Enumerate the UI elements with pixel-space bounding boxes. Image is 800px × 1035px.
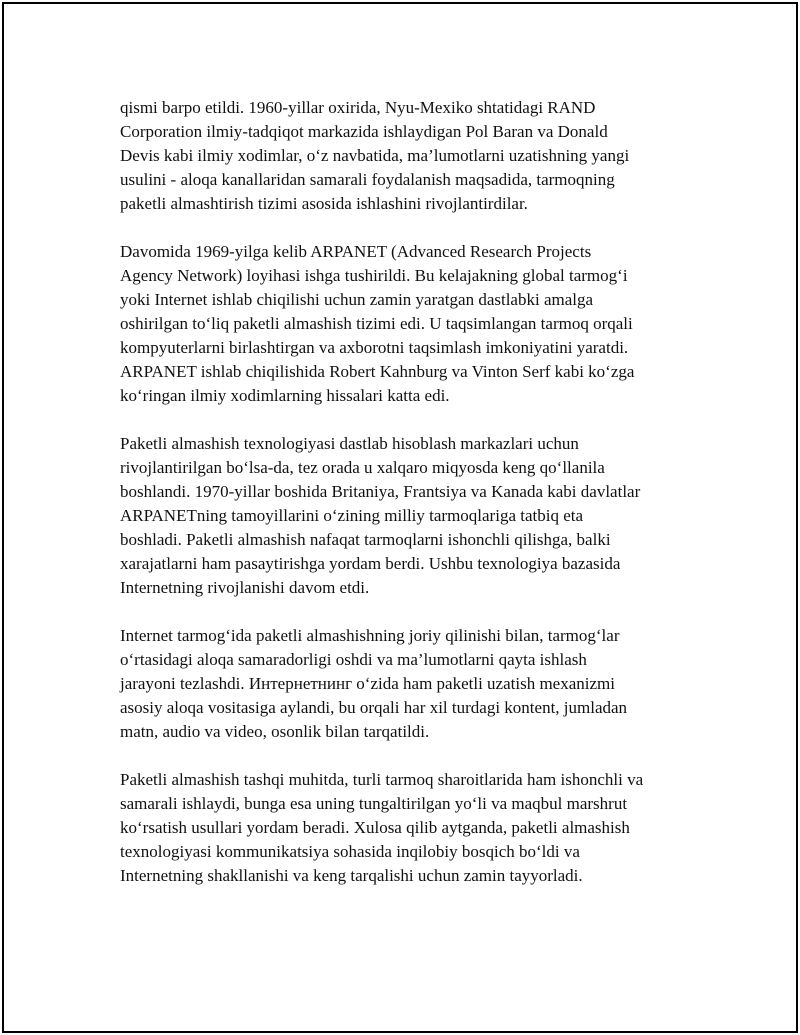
text-line: ARPANETning tamoyillarini o‘zining milliy tarmoqlariga tatbiq eta (120, 506, 584, 525)
document-body (120, 96, 710, 912)
text-line: o‘rtasidagi aloqa samaradorligi oshdi va ma’lumotlarni qayta ishlash (120, 650, 587, 669)
text-line: asosiy aloqa vositasiga aylandi, bu orqali har xil turdagi kontent, jumladan (120, 698, 628, 717)
text-line: Agency Network) loyihasi ishga tushirildi. Bu kelajakning global tarmog‘i (120, 266, 628, 285)
text-line: Davomida 1969-yilga kelib ARPANET (Advanced Research Projects (120, 242, 592, 261)
text-line: rivojlantirilgan bo‘lsa-da, tez orada u xalqaro miqyosda keng qo‘llanila (120, 458, 605, 477)
text-line: xarajatlarni ham pasaytirishga yordam berdi. Ushbu texnologiya bazasida (120, 554, 621, 573)
text-line: paketli almashtirish tizimi asosida ishlashini rivojlantirdilar. (120, 194, 528, 213)
paragraph-2 (120, 240, 710, 408)
text-line: ARPANET ishlab chiqilishida Robert Kahnburg va Vinton Serf kabi ko‘zga (120, 362, 635, 381)
text-line: jarayoni tezlashdi. Интернетнинг o‘zida ham paketli uzatish mexanizmi (120, 674, 615, 693)
text-line: Internet tarmog‘ida paketli almashishning joriy qilinishi bilan, tarmog‘lar (120, 626, 620, 645)
text-line: Devis kabi ilmiy xodimlar, o‘z navbatida, ma’lumotlarni uzatishning yangi (120, 146, 630, 165)
text-line: texnologiyasi kommunikatsiya sohasida inqilobiy bosqich bo‘ldi va (120, 842, 580, 861)
page-frame (2, 2, 798, 1033)
paragraph-3 (120, 432, 710, 600)
paragraph-1 (120, 96, 710, 216)
paragraph-5 (120, 768, 710, 888)
text-line: usulini - aloqa kanallaridan samarali foydalanish maqsadida, tarmoqning (120, 170, 615, 189)
text-line: samarali ishlaydi, bunga esa uning tungaltirilgan yo‘li va maqbul marshrut (120, 794, 628, 813)
text-line: Paketli almashish texnologiyasi dastlab hisoblash markazlari uchun (120, 434, 579, 453)
text-line: qismi barpo etildi. 1960-yillar oxirida, Nyu-Mexiko shtatidagi RAND (120, 98, 596, 117)
paragraph-4 (120, 624, 710, 744)
text-line: yoki Internet ishlab chiqilishi uchun zamin yaratgan dastlabki amalga (120, 290, 594, 309)
text-line: boshladi. Paketli almashish nafaqat tarmoqlarni ishonchli qilishga, balki (120, 530, 611, 549)
text-line: boshlandi. 1970-yillar boshida Britaniya, Frantsiya va Kanada kabi davlatlar (120, 482, 641, 501)
text-line: Internetning shakllanishi va keng tarqalishi uchun zamin tayyorladi. (120, 866, 583, 885)
text-line: matn, audio va video, osonlik bilan tarqatildi. (120, 722, 430, 741)
text-line: oshirilgan to‘liq paketli almashish tizimi edi. U taqsimlangan tarmoq orqali (120, 314, 633, 333)
text-line: Paketli almashish tashqi muhitda, turli tarmoq sharoitlarida ham ishonchli va (120, 770, 644, 789)
text-line: Corporation ilmiy-tadqiqot markazida ishlaydigan Pol Baran va Donald (120, 122, 608, 141)
text-line: Internetning rivojlanishi davom etdi. (120, 578, 370, 597)
text-line: ko‘rsatish usullari yordam beradi. Xulosa qilib aytganda, paketli almashish (120, 818, 630, 837)
text-line: kompyuterlarni birlashtirgan va axborotni taqsimlash imkoniyatini yaratdi. (120, 338, 629, 357)
text-line: ko‘ringan ilmiy xodimlarning hissalari katta edi. (120, 386, 450, 405)
